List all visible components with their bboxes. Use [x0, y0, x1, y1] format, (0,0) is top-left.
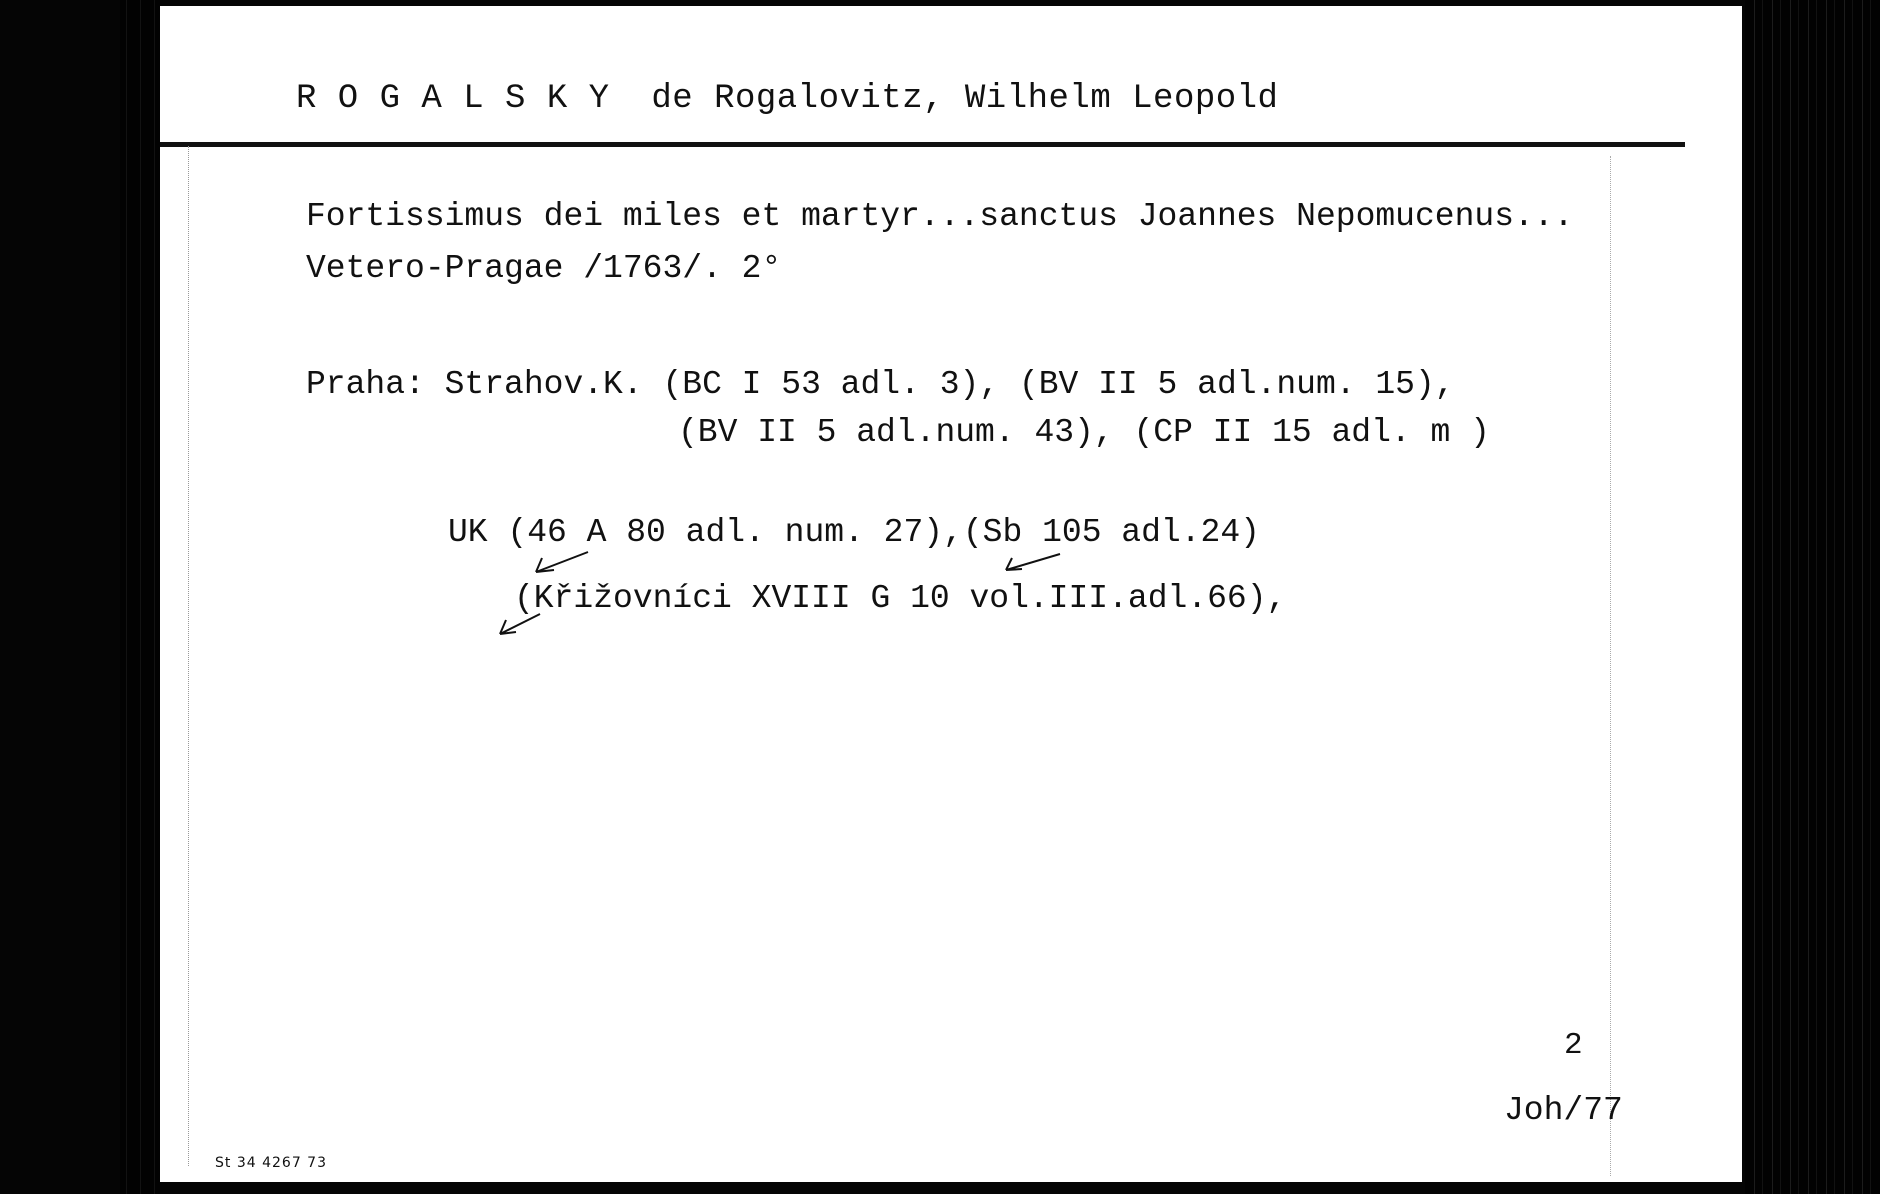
handwritten-check-mark-icon	[530, 546, 600, 576]
holdings-line-2: (BV II 5 adl.num. 43), (CP II 15 adl. m )	[678, 414, 1490, 451]
catalog-card	[160, 6, 1742, 1182]
right-margin-line	[1610, 156, 1612, 1176]
scan-edge-left	[120, 0, 160, 1194]
holdings-line-3: UK (46 A 80 adl. num. 27),(Sb 105 adl.24)	[448, 514, 1260, 551]
title-line-1: Fortissimus dei miles et martyr...sanctus Joannes Nepomucenus...	[306, 198, 1574, 235]
print-code: St 34 4267 73	[215, 1155, 327, 1171]
scan-edge-right	[1745, 0, 1880, 1194]
handwritten-check-mark-icon	[1000, 548, 1070, 574]
left-margin-line	[188, 146, 190, 1166]
holdings-line-4: (Křižovníci XVIII G 10 vol.III.adl.66),	[514, 580, 1287, 617]
heading-rule	[160, 142, 1685, 147]
cataloguer-mark: Joh/77	[1504, 1092, 1623, 1129]
title-line-2: Vetero-Pragae /1763/. 2°	[306, 250, 782, 287]
copy-number: 2	[1564, 1028, 1583, 1063]
handwritten-check-mark-icon	[496, 604, 556, 638]
holdings-line-1: Praha: Strahov.K. (BC I 53 adl. 3), (BV II 5 adl.num. 15),	[306, 366, 1455, 403]
card-heading: R O G A L S K Y de Rogalovitz, Wilhelm Leopold	[296, 80, 1279, 118]
